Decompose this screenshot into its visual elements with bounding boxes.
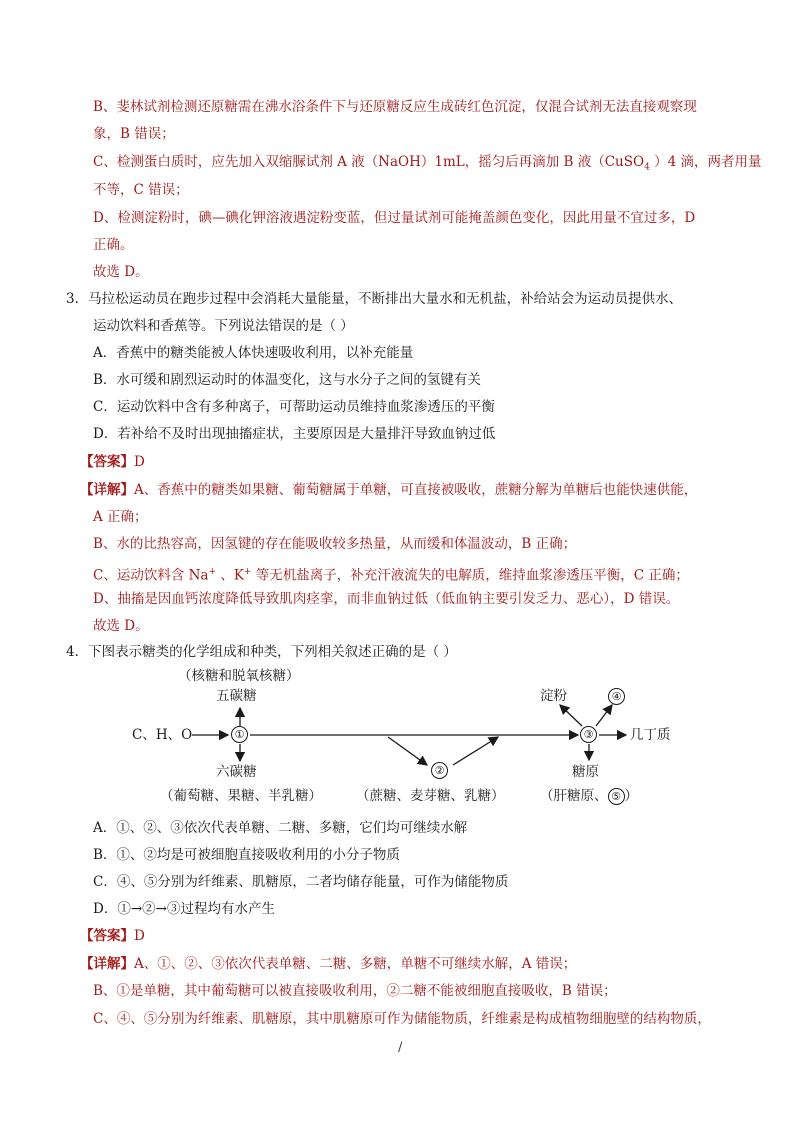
label-number-4 — [608, 687, 625, 705]
q3-detail-c-mid: 、K — [216, 567, 244, 584]
label-glycogen-note — [540, 787, 638, 805]
label-hexose: 六碳糖 — [216, 764, 257, 780]
label-ribose-note: （核糖和脱氧核糖） — [178, 668, 300, 684]
q4-answer — [80, 926, 145, 946]
q3-answer-value: D — [134, 454, 145, 470]
q4-answer-value: D — [134, 928, 145, 944]
label-hexose-note: （葡萄糖、果糖、半乳糖） — [160, 788, 322, 804]
q4-option-a: A．①、②、③依次代表单糖、二糖、多糖，它们均可继续水解 — [93, 820, 468, 836]
circle-2: ② — [431, 762, 448, 779]
q2-detail-c-text-end: ）4 滴，两者用量 — [649, 154, 762, 170]
q4-answer-tag: 【答案】 — [80, 928, 134, 944]
q4-detail-a — [80, 954, 576, 974]
q4-option-b: B．①、②均是可被细胞直接吸收利用的小分子物质 — [93, 847, 400, 863]
q4-option-c: C．④、⑤分别为纤维素、肌糖原，二者均储存能量，可作为储能物质 — [93, 874, 509, 890]
q3-option-c: C．运动饮料中含有多种离子，可帮助运动员维持血浆渗透压的平衡 — [93, 399, 495, 415]
q3-detail-c-sup2: + — [243, 567, 252, 577]
q3-detail-tag: 【详解】 — [80, 482, 134, 498]
q2-detail-d-line2: 正确。 — [93, 237, 134, 253]
q2-detail-b-line1: B、斐林试剂检测还原糖需在沸水浴条件下与还原糖反应生成砖红色沉淀，仅混合试剂无法直接观察现 — [93, 99, 697, 115]
label-starch: 淀粉 — [540, 688, 567, 704]
arrow-3-to-starch — [560, 705, 582, 726]
q3-stem-line2: 运动饮料和香蕉等。下列说法错误的是（ ） — [93, 318, 354, 334]
q3-detail-a-text: A、香蕉中的糖类如果糖、葡萄糖属于单糖，可直接被吸收，蔗糖分解为单糖后也能快速供能， — [134, 482, 698, 498]
glycogen-note-post: ） — [624, 788, 638, 804]
q2-conclusion: 故选 D。 — [93, 264, 149, 280]
q3-detail-b: B、水的比热容高，因氢键的存在能吸收较多热量，从而缓和体温波动，B 正确； — [93, 536, 577, 552]
label-number-1 — [231, 725, 248, 743]
circle-1: ① — [231, 726, 248, 743]
q3-conclusion: 故选 D。 — [93, 618, 149, 634]
q3-option-a: A．香蕉中的糖类能被人体快速吸收利用，以补充能量 — [93, 345, 414, 361]
q2-detail-c-subscript: 4 — [644, 162, 650, 173]
q3-detail-c-pre: C、运动饮料含 Na — [93, 567, 209, 584]
q3-option-b: B．水可缓和剧烈运动时的体温变化，这与水分子之间的氢键有关 — [93, 372, 481, 388]
q3-answer — [80, 452, 145, 472]
q3-detail-a-line1 — [80, 480, 697, 500]
q4-detail-a-text: A、①、②、③依次代表单糖、二糖、多糖，单糖不可继续水解，A 错误； — [134, 956, 577, 972]
arrow-1-to-2 — [388, 737, 427, 765]
q3-stem-line1: 3．马拉松运动员在跑步过程中会消耗大量能量，不断排出大量水和无机盐，补给站会为运动员提供水、 — [66, 291, 683, 307]
page-number-mark: / — [398, 1040, 403, 1055]
q3-detail-c — [93, 562, 689, 586]
q3-detail-d: D、抽搐是因血钙浓度降低导致肌肉痉挛，而非血钠过低（低血钠主要引发乏力、恶心），D 错误。 — [93, 591, 680, 607]
q4-detail-b: B、①是单糖，其中葡萄糖可以被直接吸收利用，②二糖不能被细胞直接吸收，B 错误； — [93, 983, 617, 999]
label-elements: C、H、O — [132, 727, 193, 743]
sugar-classification-diagram — [120, 665, 700, 810]
q3-detail-c-sup1: + — [208, 567, 217, 577]
label-glycogen: 糖原 — [572, 764, 599, 780]
q4-stem: 4．下图表示糖类的化学组成和种类，下列相关叙述正确的是（ ） — [66, 644, 457, 660]
q3-option-d: D．若补给不及时出现抽搐症状，主要原因是大量排汗导致血钠过低 — [93, 426, 496, 442]
q2-detail-d-line1: D、检测淀粉时，碘—碘化钾溶液遇淀粉变蓝，但过量试剂可能掩盖颜色变化，因此用量不宜过多，D — [93, 210, 696, 226]
arrow-3-to-4 — [596, 705, 612, 726]
label-chitin: 几丁质 — [630, 727, 671, 743]
q2-detail-c-line1 — [93, 152, 761, 178]
label-number-3 — [580, 725, 597, 743]
arrow-2-to-3 — [453, 737, 498, 765]
circle-3: ③ — [580, 726, 597, 743]
q3-detail-a-line2: A 正确； — [93, 509, 148, 525]
q2-detail-b-line2: 象，B 错误； — [93, 126, 175, 142]
circle-5: ⑤ — [608, 788, 625, 805]
q2-detail-c-line2: 不等，C 错误； — [93, 182, 189, 198]
q3-answer-tag: 【答案】 — [80, 454, 134, 470]
q4-option-d: D．①→②→③过程均有水产生 — [93, 901, 275, 917]
q4-detail-c: C、④、⑤分别为纤维素、肌糖原，其中肌糖原可作为储能物质，纤维素是构成植物细胞壁的结构物质， — [93, 1011, 711, 1027]
label-pentose: 五碳糖 — [216, 688, 257, 704]
q3-detail-c-post: 等无机盐离子，补充汗液流失的电解质，维持血浆渗透压平衡，C 正确； — [251, 567, 689, 584]
circle-4: ④ — [608, 688, 625, 705]
q4-detail-tag: 【详解】 — [80, 956, 134, 972]
q2-detail-c-text: C、检测蛋白质时，应先加入双缩脲试剂 A 液（NaOH）1mL，摇匀后再滴加 B 液（CuSO — [93, 154, 645, 170]
label-disaccharide-note: （蔗糖、麦芽糖、乳糖） — [356, 788, 505, 804]
glycogen-note-pre: （肝糖原、 — [540, 788, 608, 804]
label-number-2 — [431, 761, 448, 779]
